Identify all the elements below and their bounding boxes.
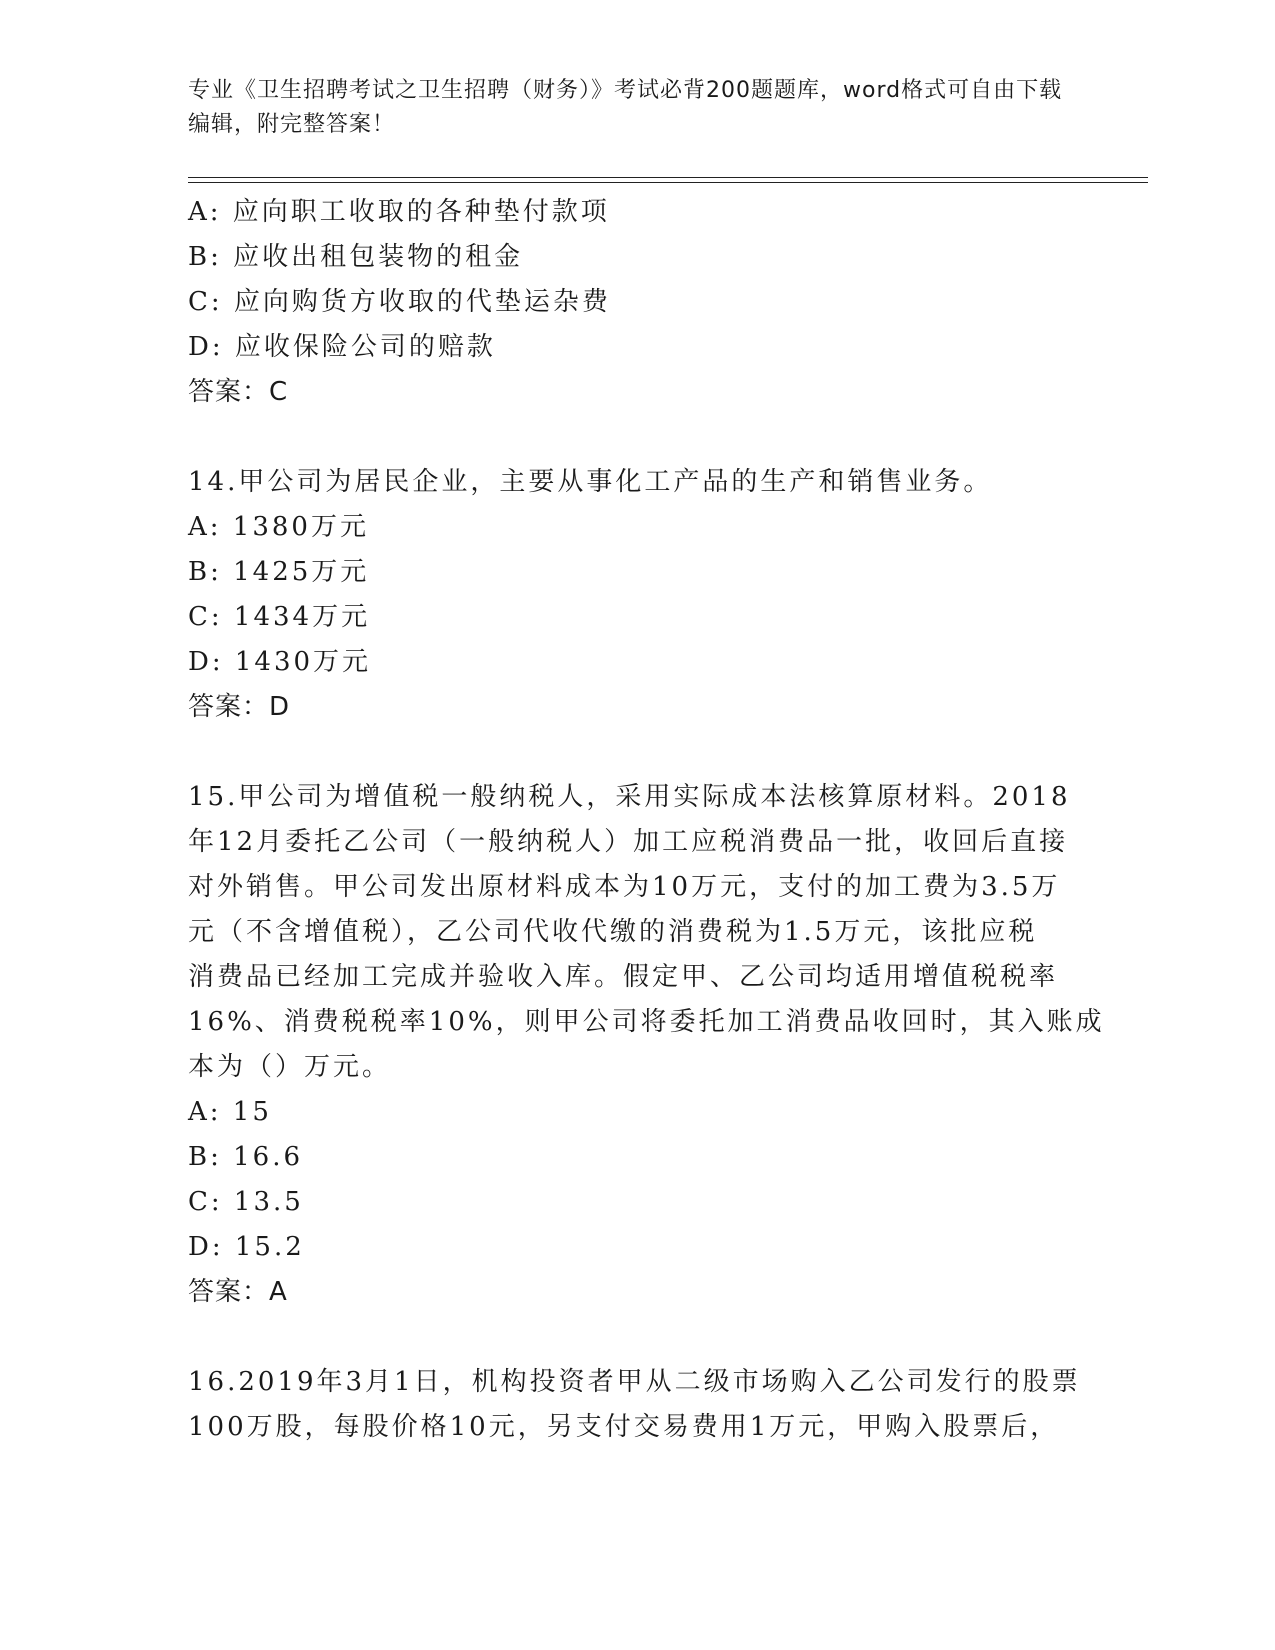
question-13 — [188, 190, 1088, 415]
header-rule-top — [188, 177, 1148, 178]
question-stem-line: 16%、消费税税率10%，则甲公司将委托加工消费品收回时，其入账成 — [188, 1007, 1105, 1037]
question-stem-line: 年12月委托乙公司（一般纳税人）加工应税消费品一批，收回后直接 — [188, 827, 1069, 857]
question-15 — [188, 775, 1105, 1315]
header-rule-bottom — [188, 182, 1148, 183]
question-14 — [188, 460, 1088, 730]
option-c: C: 1434万元 — [188, 602, 371, 632]
question-stem-line: 15.甲公司为增值税一般纳税人，采用实际成本法核算原材料。2018 — [188, 782, 1071, 812]
option-b: B: 16.6 — [188, 1142, 304, 1172]
option-a: A: 1380万元 — [188, 512, 369, 542]
option-d: D: 应收保险公司的赔款 — [188, 332, 496, 362]
question-16 — [188, 1360, 1088, 1450]
spacer — [188, 1315, 1088, 1360]
option-c: C: 13.5 — [188, 1187, 304, 1217]
question-stem: 14.甲公司为居民企业，主要从事化工产品的生产和销售业务。 — [188, 467, 993, 497]
option-c: C: 应向购货方收取的代垫运杂费 — [188, 287, 611, 317]
option-b: B: 应收出租包装物的租金 — [188, 242, 524, 272]
option-b: B: 1425万元 — [188, 557, 370, 587]
option-a: A: 15 — [188, 1097, 272, 1127]
question-stem-line: 元（不含增值税），乙公司代收代缴的消费税为1.5万元，该批应税 — [188, 917, 1038, 947]
answer-line: 答案：C — [188, 377, 289, 407]
question-stem-line: 16.2019年3月1日，机构投资者甲从二级市场购入乙公司发行的股票 — [188, 1367, 1081, 1397]
document-title: 专业《卫生招聘考试之卫生招聘（财务）》考试必背200题题库，word格式可自由下载编辑，附完整答案！ — [188, 78, 1063, 137]
question-stem-line: 100万股，每股价格10元，另支付交易费用1万元，甲购入股票后， — [188, 1412, 1060, 1442]
question-stem-line: 消费品已经加工完成并验收入库。假定甲、乙公司均适用增值税税率 — [188, 962, 1059, 992]
document-header — [188, 74, 1068, 142]
question-stem-line: 本为（）万元。 — [188, 1052, 392, 1082]
option-d: D: 15.2 — [188, 1232, 305, 1262]
question-stem-line: 对外销售。甲公司发出原材料成本为10万元，支付的加工费为3.5万 — [188, 872, 1061, 902]
question-content — [188, 190, 1105, 1450]
option-d: D: 1430万元 — [188, 647, 372, 677]
answer-line: 答案：D — [188, 692, 291, 722]
option-a: A: 应向职工收取的各种垫付款项 — [188, 197, 610, 227]
spacer — [188, 415, 1088, 460]
spacer — [188, 730, 1088, 775]
answer-line: 答案：A — [188, 1277, 288, 1307]
